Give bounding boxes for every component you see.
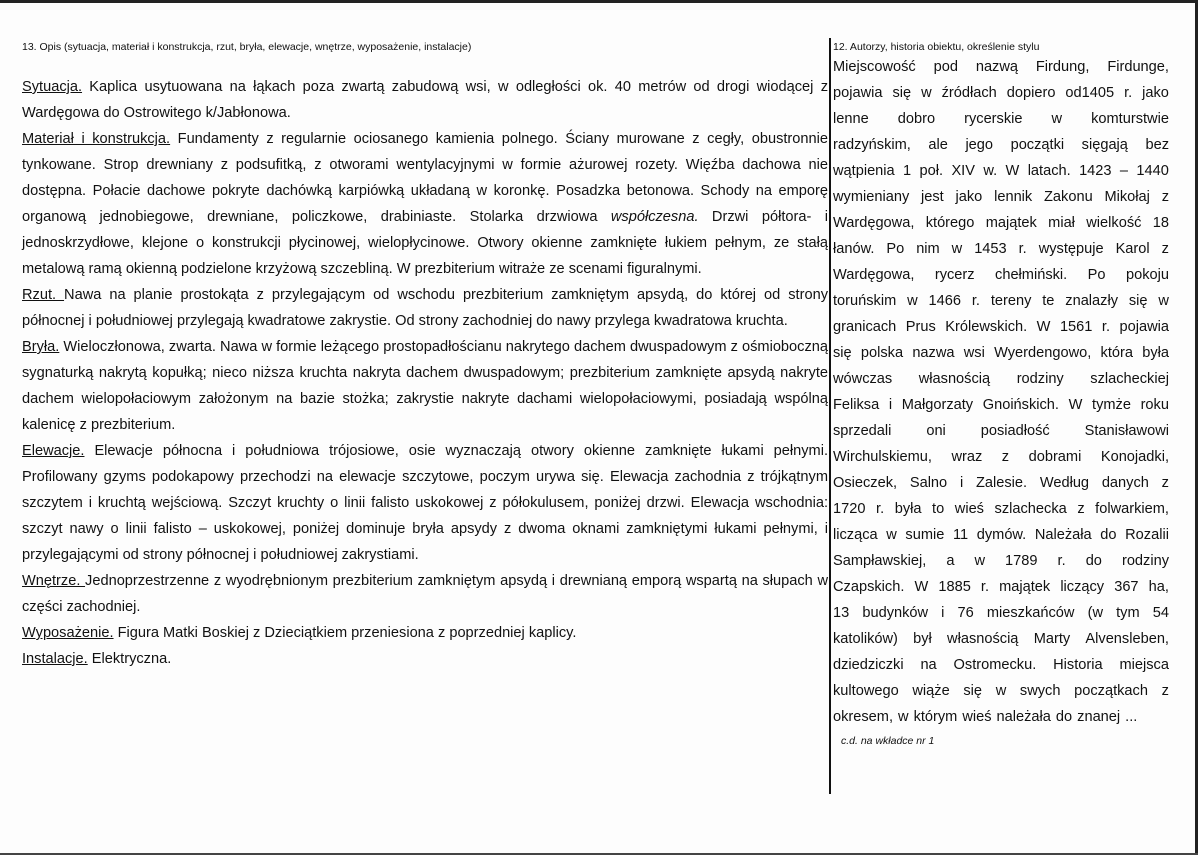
history-word: 367	[1114, 579, 1139, 595]
history-word: lenne	[833, 111, 869, 127]
history-word: Prus	[905, 319, 936, 335]
description-paragraph	[22, 334, 828, 438]
history-word: tymże	[1092, 397, 1131, 413]
history-word: jest	[921, 189, 944, 205]
history-word: 76	[957, 605, 974, 621]
history-line	[833, 600, 1169, 626]
history-word: dobrami	[1028, 449, 1082, 465]
history-line	[833, 626, 1169, 652]
history-word: rycerskie	[964, 111, 1023, 127]
history-word: Królewskich.	[945, 319, 1028, 335]
history-word: w	[1158, 293, 1169, 309]
history-word: znalazły	[1065, 293, 1119, 309]
history-word: była	[894, 501, 922, 517]
history-word: w	[898, 709, 909, 725]
history-line	[833, 106, 1169, 132]
history-word: z	[1161, 241, 1169, 257]
paragraph-text: Elewacje północna i południowa trójosiowe, osie wyznaczają otwory okienne zamknięte łukami pełnymi. Profilowany gzyms podokapowy przechodzi na elewacje szczytowe, poczym urywa się. Elewacja zachodnia z trójkątnym szczytem i kruchtą wejściową. Szczyt kruchty o linii falisto uskokowej z półokulusem, poniżej drzwi. Elewacja wschodnia: szczyt nawy o linii falisto – uskokowej, poniżej dominuje bryła apsydy z dwoma oknami zamkniętymi łukami pełnymi, i przylegającymi od strony północnej i południowej zakrystiami.	[22, 443, 828, 563]
history-word: należała	[996, 709, 1051, 725]
history-word: 54	[1152, 605, 1169, 621]
history-word: w	[974, 553, 986, 569]
description-paragraph	[22, 282, 828, 334]
history-word: licząca	[833, 527, 878, 543]
history-word: rodziny	[1016, 371, 1064, 387]
history-word: źródłach	[941, 85, 997, 101]
history-line	[833, 366, 1169, 392]
history-word: szlachecka	[994, 501, 1067, 517]
history-line	[833, 184, 1169, 210]
history-word: Po	[886, 241, 905, 257]
history-word: mieszkańców	[986, 605, 1075, 621]
paragraph-text: Elektryczna.	[87, 651, 172, 667]
paragraph-text: Jednoprzestrzenne z wyodrębnionym prezbiterium zamkniętym apsydą i drewnianą emporą wspartą na słupach w części zachodniej.	[22, 573, 828, 615]
history-word: w	[907, 293, 918, 309]
history-word: rodziny	[1121, 553, 1169, 569]
history-word: r.	[1124, 85, 1133, 101]
history-word: Sampławskiej,	[833, 553, 927, 569]
history-word: ale	[928, 137, 948, 153]
history-word: Salno	[909, 475, 948, 491]
history-word: 1885	[938, 579, 971, 595]
history-word: polska	[860, 345, 904, 361]
history-line	[833, 80, 1169, 106]
description-header: 13. Opis (sytuacja, materiał i konstrukcja, rzut, bryła, elewacje, wnętrze, wyposażenie, instalacje)	[22, 41, 472, 53]
history-line	[833, 678, 1169, 704]
history-word: oni	[926, 423, 946, 439]
history-line	[833, 418, 1169, 444]
history-line	[833, 444, 1169, 470]
history-word: w.	[983, 163, 998, 179]
history-line	[833, 392, 1169, 418]
history-line	[833, 470, 1169, 496]
history-word: (w	[1087, 605, 1103, 621]
paragraph-heading: Materiał i konstrukcja.	[22, 131, 171, 147]
history-word: kultowego	[833, 683, 899, 699]
history-word: budynków	[862, 605, 929, 621]
description-paragraph	[22, 74, 828, 126]
history-word: XIV	[951, 163, 975, 179]
history-line	[833, 704, 1169, 730]
description-paragraph	[22, 126, 828, 282]
history-word: liczący	[1060, 579, 1105, 595]
history-word: Zakonu	[1044, 189, 1093, 205]
history-word: 13	[833, 605, 850, 621]
history-word: w	[951, 241, 963, 257]
history-word: to	[932, 501, 945, 517]
history-line	[833, 314, 1169, 340]
history-word: z	[1077, 501, 1085, 517]
history-word: Zalesie.	[975, 475, 1028, 491]
history-word: poł.	[919, 163, 944, 179]
history-word: którym	[913, 709, 958, 725]
history-word: początki	[1010, 137, 1065, 153]
continuation-note: c.d. na wkładce nr 1	[841, 735, 935, 747]
history-word: 1720	[833, 501, 866, 517]
history-word: Według	[1039, 475, 1090, 491]
history-word: sprzedali	[833, 423, 892, 439]
history-word: majątek	[985, 215, 1037, 231]
history-word: w	[995, 683, 1007, 699]
history-word: Czapskich.	[833, 579, 905, 595]
history-word: rycerz	[934, 267, 975, 283]
history-word: Firdung,	[1035, 59, 1090, 75]
description-paragraph	[22, 568, 828, 620]
history-word: komturstwie	[1091, 111, 1169, 127]
history-word: Wirchulskiemu,	[833, 449, 932, 465]
scan-edge-top	[0, 0, 1198, 3]
history-word: jako	[1142, 85, 1169, 101]
paragraph-text: Kaplica usytuowana na łąkach poza zwartą zabudową wsi, w odległości ok. 40 metrów od drogi wiodącej z Wardęgowa do Ostrowitego k/Jabłonowa.	[22, 79, 828, 121]
history-word: 1423	[1079, 163, 1112, 179]
history-word: Feliksa	[833, 397, 880, 413]
history-word: wymieniany	[833, 189, 910, 205]
history-word: wieś	[954, 501, 984, 517]
paragraph-text: Fundamenty z regularnie ociosanego kamienia polnego. Ściany murowane z cegły, obustronnie tynkowane. Strop drewniany z podsufitką, z otworami wentylacyjnymi w formie ażurowej rozety. Więźba dachowa nie dostępna. Połacie dachowe pokryte dachówką karpiówką układaną w koronkę. Posadzka betonowa. Schody na emporę organową jednobiegowe, drewniane, policzkowe, drabiniaste. Stolarka drzwiowa	[22, 131, 829, 225]
history-word: z	[1161, 683, 1169, 699]
history-word: r.	[876, 501, 885, 517]
history-word: okresem,	[833, 709, 894, 725]
paragraph-heading: Sytuacja.	[22, 79, 83, 95]
history-word: która	[1100, 345, 1133, 361]
history-word: Firdunge,	[1107, 59, 1169, 75]
history-word: miejsca	[1119, 657, 1169, 673]
history-word: Wyerdengowo,	[994, 345, 1092, 361]
history-line	[833, 54, 1169, 80]
paragraph-heading: Wnętrze.	[22, 573, 86, 589]
description-paragraph	[22, 646, 828, 672]
history-word: 11	[952, 527, 969, 543]
history-line	[833, 210, 1169, 236]
history-word: wsi	[963, 345, 985, 361]
history-word: r.	[980, 579, 990, 595]
history-word: się	[1128, 293, 1148, 309]
history-word: r.	[1018, 241, 1027, 257]
history-word: występuje	[1038, 241, 1104, 257]
history-word: granicach	[833, 319, 897, 335]
history-word: Małgorzaty	[901, 397, 974, 413]
history-body	[833, 54, 1173, 730]
history-word: roku	[1140, 397, 1169, 413]
history-word: w	[1051, 111, 1063, 127]
history-word: danych	[1101, 475, 1149, 491]
history-word: 1561	[1059, 319, 1093, 335]
history-word: toruńskim	[833, 293, 897, 309]
history-line	[833, 340, 1169, 366]
paragraph-text: Figura Matki Boskiej z Dzieciątkiem przeniesiona z poprzedniej kaplicy.	[113, 625, 577, 641]
history-word: wiąże	[912, 683, 950, 699]
history-word: pod	[933, 59, 958, 75]
paragraph-text: Nawa na planie prostokąta z przylegającym od wschodu prezbiterium zamkniętym apsydą, do której od strony północnej i południowej przylegają kwadratowe zakrystie. Od strony zachodniej do nawy przylega kwadratowa kruchta.	[22, 287, 828, 329]
column-divider	[829, 38, 831, 794]
history-line	[833, 574, 1169, 600]
history-word: W	[1068, 397, 1083, 413]
history-word: tym	[1116, 605, 1140, 621]
history-word: się	[963, 683, 983, 699]
history-word: od1405	[1065, 85, 1115, 101]
history-word: Historia	[1053, 657, 1103, 673]
history-word: lennik	[994, 189, 1033, 205]
history-word: W	[1005, 163, 1020, 179]
history-line	[833, 236, 1169, 262]
history-word: Wardęgowa,	[833, 215, 915, 231]
history-word: sumie	[905, 527, 945, 543]
paragraph-heading: Rzut.	[22, 287, 65, 303]
history-word: dziedziczki	[833, 657, 904, 673]
history-word: tereny	[990, 293, 1032, 309]
history-word: W	[914, 579, 929, 595]
history-word: Konojadki,	[1100, 449, 1169, 465]
history-line	[833, 288, 1169, 314]
history-word: te	[1042, 293, 1055, 309]
history-word: r.	[1057, 553, 1066, 569]
history-word: Rozalii	[1125, 527, 1169, 543]
history-word: jego	[965, 137, 994, 153]
history-column	[833, 40, 1173, 748]
history-word: sięgają	[1081, 137, 1128, 153]
history-word: nazwą	[975, 59, 1019, 75]
history-line	[833, 132, 1169, 158]
history-word: 1453	[974, 241, 1007, 257]
history-word: Marty	[1033, 631, 1071, 647]
history-word: dopiero	[1006, 85, 1056, 101]
history-word: a	[946, 553, 955, 569]
history-word: miał	[1048, 215, 1075, 231]
history-word: wielkość	[1086, 215, 1142, 231]
history-word: do	[1085, 553, 1102, 569]
history-word: do	[1055, 709, 1073, 725]
history-word: początkach	[1074, 683, 1148, 699]
history-word: Alvensleben,	[1085, 631, 1169, 647]
history-word: Mikołaj	[1104, 189, 1150, 205]
history-word: Stanisławowi	[1084, 423, 1169, 439]
history-word: Po	[1087, 267, 1106, 283]
history-word: dobro	[897, 111, 936, 127]
history-word: ...	[1125, 709, 1138, 725]
history-word: znanej	[1077, 709, 1121, 725]
history-word: Ostromecku.	[953, 657, 1037, 673]
history-word: Osieczek,	[833, 475, 898, 491]
history-word: i	[959, 475, 964, 491]
description-column	[22, 40, 828, 672]
history-word: w	[921, 85, 932, 101]
history-word: był	[913, 631, 932, 647]
history-word: własnością	[918, 371, 991, 387]
history-word: posiadłość	[980, 423, 1050, 439]
history-line	[833, 522, 1169, 548]
history-word: 1	[903, 163, 912, 179]
history-word: wraz	[951, 449, 983, 465]
history-word: radzyńskim,	[833, 137, 911, 153]
history-word: Gnoińskich.	[982, 397, 1059, 413]
description-paragraph	[22, 438, 828, 568]
paragraph-text: Drzwi półtora- i jednoskrzydłowe, klejone o konstrukcji płycinowej, wielopłycinowe. Otwory okienne zamknięte łukiem pełnym, ze stałą metalową ramą okienną podzielone krzyżową szczebliną. W prezbiterium witraże ze scenami figuralnymi.	[22, 209, 828, 277]
paragraph-heading: Wyposażenie.	[22, 625, 114, 641]
history-word: i	[941, 605, 945, 621]
history-word: była	[1142, 345, 1169, 361]
history-word: Należała	[1034, 527, 1092, 543]
history-word: katolików)	[833, 631, 898, 647]
history-word: majątek	[999, 579, 1051, 595]
history-word: Karol	[1115, 241, 1150, 257]
history-word: pokoju	[1125, 267, 1169, 283]
history-word: wówczas	[833, 371, 893, 387]
history-word: z	[1161, 189, 1169, 205]
history-word: chełmiński.	[995, 267, 1068, 283]
history-word: 1789	[1005, 553, 1038, 569]
paragraph-heading: Bryła.	[22, 339, 60, 355]
history-word: swych	[1019, 683, 1061, 699]
history-word: i	[888, 397, 893, 413]
history-word: nazwa	[912, 345, 955, 361]
description-paragraph	[22, 620, 828, 646]
history-word: latach.	[1027, 163, 1071, 179]
history-word: z	[1001, 449, 1010, 465]
history-word: się	[892, 85, 912, 101]
paragraph-italic-text: współczesna.	[610, 209, 699, 225]
history-word: pojawia	[1119, 319, 1169, 335]
paragraph-heading: Instalacje.	[22, 651, 88, 667]
history-header: 12. Autorzy, historia obiektu, określenie stylu	[833, 41, 1040, 53]
history-word: się	[833, 345, 852, 361]
history-word: którego	[925, 215, 975, 231]
history-word: –	[1119, 163, 1129, 179]
history-word: z	[1161, 475, 1169, 491]
description-body	[22, 74, 828, 672]
history-word: Miejscowość	[833, 59, 916, 75]
history-line	[833, 158, 1169, 184]
history-word: 1466	[928, 293, 961, 309]
history-word: szlacheckiej	[1090, 371, 1169, 387]
history-line	[833, 496, 1169, 522]
history-word: ha,	[1148, 579, 1169, 595]
history-word: wątpienia	[833, 163, 895, 179]
history-word: do	[1100, 527, 1117, 543]
history-line	[833, 548, 1169, 574]
history-word: jako	[955, 189, 983, 205]
history-word: na	[920, 657, 937, 673]
history-word: pojawia	[833, 85, 883, 101]
history-word: W	[1036, 319, 1051, 335]
history-word: 1440	[1136, 163, 1169, 179]
history-word: bez	[1145, 137, 1169, 153]
history-word: nim	[916, 241, 940, 257]
history-word: folwarkiem,	[1095, 501, 1169, 517]
history-word: 18	[1152, 215, 1169, 231]
history-word: Wardęgowa,	[833, 267, 915, 283]
paragraph-text: Wieloczłonowa, zwarta. Nawa w formie leżącego prostopadłościanu nakrytego dachem dwuspadowym z ośmioboczną sygnaturką nakrytą kopułką; nieco niższa kruchta nakryta dachem dwuspadowym; prezbiterium zamknięte apsydą nakryte dachem wielopołaciowym założonym na bazie stożka; zakrystie nakryte dachami wielopołaciowymi, posiadają wspólną kalenicę z prezbiterium.	[22, 339, 828, 433]
history-word: wieś	[962, 709, 992, 725]
history-line	[833, 652, 1169, 678]
history-word: łanów.	[833, 241, 875, 257]
paragraph-heading: Elewacje.	[22, 443, 85, 459]
history-word: własnością	[947, 631, 1019, 647]
history-word: w	[886, 527, 897, 543]
history-word: r.	[971, 293, 980, 309]
history-line	[833, 262, 1169, 288]
history-word: r.	[1101, 319, 1110, 335]
history-word: dymów.	[976, 527, 1027, 543]
